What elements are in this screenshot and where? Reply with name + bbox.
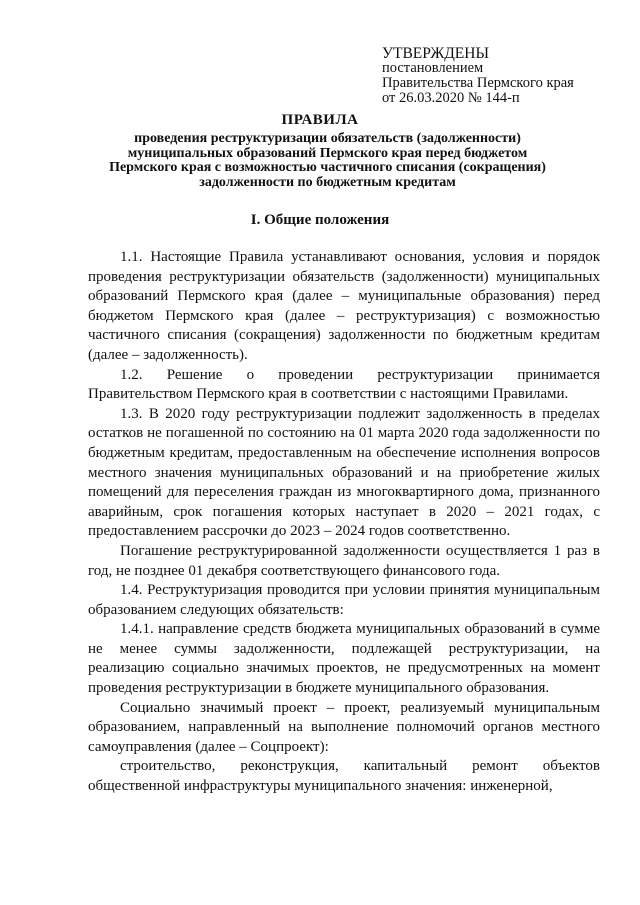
document-subtitle: проведения реструктуризации обязательств (задолженности) муниципальных образований Пермского края перед бюджетом Пермского края с возможностью частичного списания (сокращения) задолженности по бюджетным кредитам — [109, 131, 546, 190]
paragraph: 1.2. Решение о проведении реструктуризации принимается Правительством Пермского края в соответствии с настоящими Правилами. — [88, 366, 600, 403]
paragraph: 1.4.1. направление средств бюджета муниципальных образований в сумме не менее суммы задолженности, подлежащей реструктуризации, на реализацию социально значимых проектов, не предусмотренных на момент проведения реструктуризации в бюджете муниципального образования. — [88, 621, 600, 697]
paragraph: 1.1. Настоящие Правила устанавливают основания, условия и порядок проведения реструктуризации обязательств (задолженности) муниципальных образований Пермского края (далее – муниципальные образования) перед бюджетом Пермского края (далее – реструктуризация) с возможностью частичного списания (сокращения) задолженности по бюджетным кредитам (далее – задолженность). — [88, 249, 600, 363]
document-body — [88, 248, 600, 797]
approval-line: от 26.03.2020 № 144-п — [382, 90, 520, 106]
paragraph: Социально значимый проект – проект, реализуемый муниципальным образованием, направленный на выполнение полномочий органов местного самоуправления (далее – Соцпроект): — [88, 699, 600, 755]
paragraph: Погашение реструктурированной задолженности осуществляется 1 раз в год, не позднее 01 декабря соответствующего финансового года. — [88, 542, 600, 579]
approval-title: УТВЕРЖДЕНЫ — [382, 45, 489, 62]
section-heading: I. Общие положения — [250, 212, 390, 228]
approval-line: постановлением — [382, 60, 484, 76]
paragraph: 1.4. Реструктуризация проводится при условии принятия муниципальным образованием следующих обязательств: — [88, 582, 600, 618]
approval-stamp — [382, 46, 632, 106]
paragraph: 1.3. В 2020 году реструктуризации подлежит задолженность в пределах остатков не погашенной по состоянию на 01 марта 2020 года задолженности по бюджетным кредитам, предоставленным на обеспечение исполнения вопросов местного значения муниципальных образований и на приобретение жилых помещений для переселения граждан из многоквартирного дома, признанного аварийным, срок погашения которых наступает в 2020 – 2021 годах, с предоставлением рассрочки до 2023 – 2024 годов соответственно. — [88, 405, 600, 540]
document-title: ПРАВИЛА — [281, 112, 359, 128]
approval-line: Правительства Пермского края — [382, 75, 574, 91]
paragraph: строительство, реконструкция, капитальный ремонт объектов общественной инфраструктуры муниципального значения: инженерной, — [88, 758, 600, 795]
